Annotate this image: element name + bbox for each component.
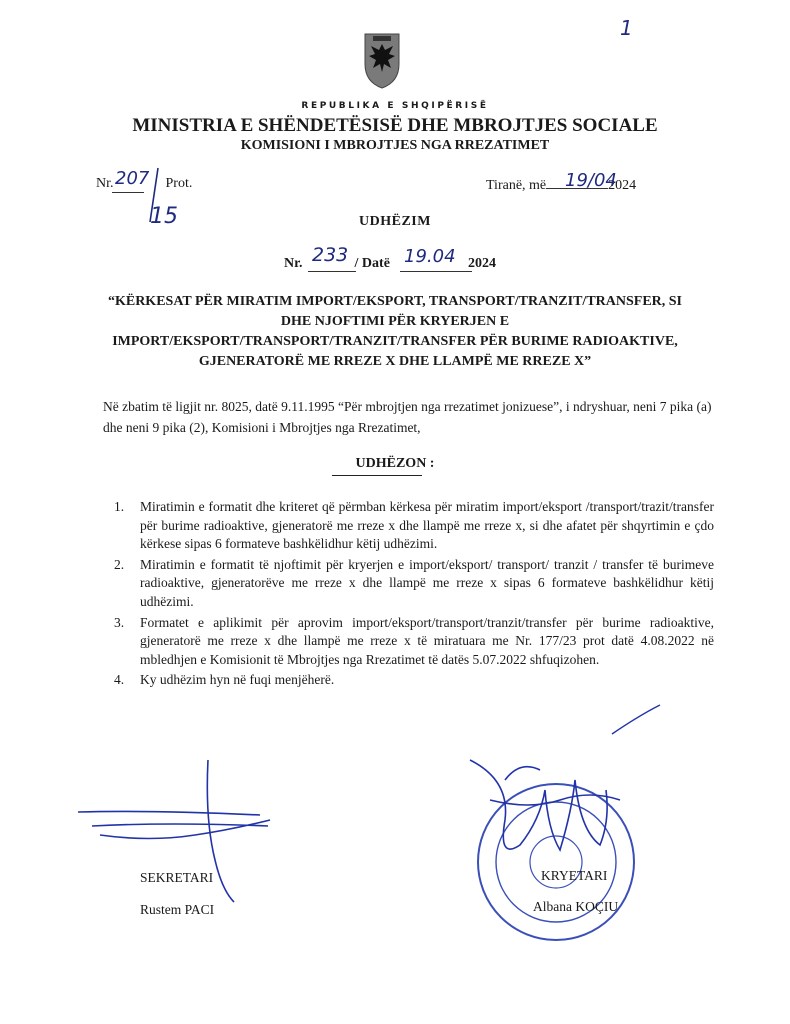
official-stamp	[478, 784, 634, 940]
instruction-number-handwritten: 233	[312, 244, 349, 266]
list-item: 2. Miratimin e formatit të njoftimit për kryerjen e import/eksport/ transport/ tranzit / transfer të burimeve radioaktive, gjeneratorëve me rreze x dhe llampë me rreze x sipas 6 formateve bashkëlidhur këtij udhëzimi.	[114, 556, 714, 609]
secretary-title: SEKRETARI	[140, 870, 214, 885]
corner-handwritten-mark: 1	[620, 16, 633, 40]
instruction-title: “KËRKESAT PËR MIRATIM IMPORT/EKSPORT, TRANSPORT/TRANZIT/TRANSFER, SI DHE NJOFTIMI PËR KRYERJEN E IMPORT/EKSPORT/TRANSPORT/TRANZIT/TRANSFER PËR BURIME RADIOAKTIVE, GJENERATORË ME RREZE X DHE LLAMPË ME RREZE X”	[107, 294, 683, 369]
pen-stroke	[612, 705, 660, 734]
reference-prefix: Nr.	[96, 176, 114, 191]
chair-name: Albana KOÇIU	[533, 899, 619, 914]
reference-sub-handwritten: 15	[150, 204, 178, 229]
reference-suffix: Prot.	[165, 176, 193, 191]
list-item: 1. Miratimin e formatit dhe kriteret që përmban kërkesa për miratim import/eksport /transport/trazit/transfer për burime radioaktive, gjeneratorë me rreze x dhe llampë me rreze x, si dhe afatet për shqyrtimin e çdo kërkese sipas 6 formateve bashkëlidhur këtij udhëzimi.	[114, 499, 714, 552]
chair-signature	[470, 760, 620, 850]
instructs-heading: UDHËZON :	[355, 456, 435, 471]
intro-paragraph: Në zbatim të ligjit nr. 8025, datë 9.11.1995 “Për mbrojtjen nga rrezatimet jonizuese”, i ndryshuar, neni 7 pika (a) dhe neni 9 pika (2), Komisioni i Mbrojtjes nga Rrezatimet,	[103, 399, 712, 435]
instruction-year: 2024	[467, 256, 496, 271]
document-type: UDHËZIM	[359, 214, 431, 229]
commission-heading: KOMISIONI I MBROJTJES NGA RREZATIMET	[240, 138, 550, 153]
place-date-text: Tiranë, më	[486, 178, 547, 193]
list-item: 3. Formatet e aplikimit për aprovim import/eksport/transport/tranzit/transfer për burime radioaktive, gjeneratorë me rreze x dhe llampë me rreze x të miratuara me Nr. 177/23 prot datë 4.08.2022 në mbledhjen e Komisionit të Mbrojtjes nga Rrezatimet të datës 5.07.2022 shfuqizohen.	[114, 614, 714, 667]
place-date-year: 2024	[608, 178, 637, 193]
republic-heading: REPUBLIKA E SHQIPËRISË	[301, 101, 489, 111]
list-item: 4. Ky udhëzim hyn në fuqi menjëherë.	[114, 672, 335, 688]
reference-slash-stroke	[150, 168, 158, 222]
instruction-nr-label: Nr.	[284, 256, 303, 271]
reference-number-handwritten: 207	[115, 168, 150, 189]
ministry-heading: MINISTRIA E SHËNDETËSISË DHE MBROJTJES SOCIALE	[132, 115, 658, 136]
chair-title: KRYETARI	[541, 868, 608, 883]
instruction-date-handwritten: 19.04	[404, 246, 456, 267]
date-handwritten: 19/04	[565, 170, 617, 191]
secretary-name: Rustem PACI	[140, 902, 215, 917]
instruction-date-label: / Datë	[354, 256, 390, 271]
